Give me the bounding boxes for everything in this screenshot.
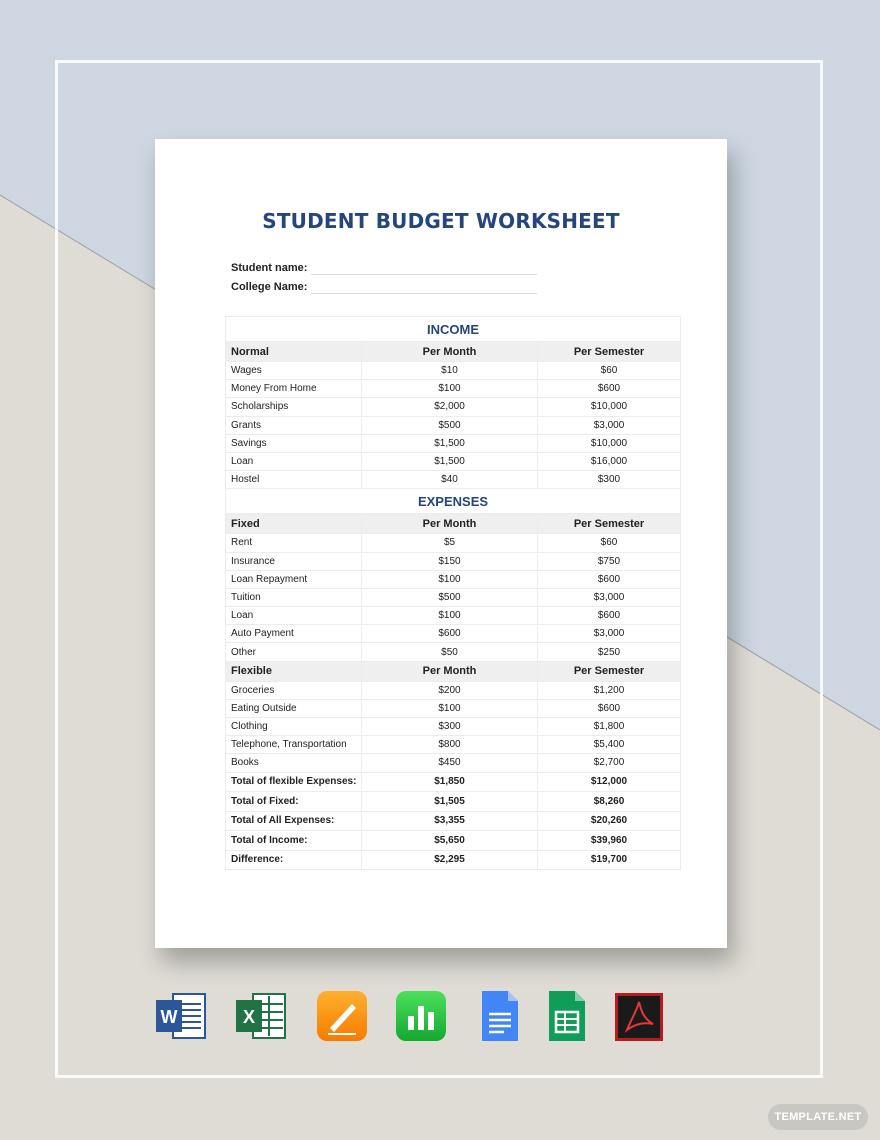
table-cell: $10,000 — [538, 398, 681, 416]
table-cell: $600 — [538, 380, 681, 398]
table-cell: $3,000 — [538, 625, 681, 643]
table-cell: Difference: — [226, 850, 362, 870]
table-cell: Total of All Expenses: — [226, 811, 362, 831]
fixed-header-row — [226, 514, 681, 534]
student-name-label: Student name: — [231, 262, 308, 274]
table-cell: Flexible — [226, 661, 362, 681]
table-cell: $2,700 — [538, 754, 681, 772]
table-cell: Money From Home — [226, 380, 362, 398]
table-cell: Savings — [226, 434, 362, 452]
student-name-line — [311, 274, 537, 275]
table-row — [226, 681, 681, 699]
table-cell: $800 — [362, 736, 538, 754]
excel-icon[interactable] — [235, 990, 287, 1042]
table-cell: $3,000 — [538, 416, 681, 434]
svg-text:X: X — [242, 1007, 256, 1027]
table-cell: $100 — [362, 699, 538, 717]
table-row — [226, 416, 681, 434]
table-cell: $600 — [538, 607, 681, 625]
table-cell: $600 — [538, 570, 681, 588]
page-title: STUDENT BUDGET WORKSHEET — [262, 209, 620, 233]
table-row — [226, 570, 681, 588]
table-row — [226, 434, 681, 452]
table-cell: $5,650 — [362, 831, 538, 851]
table-cell: $50 — [362, 643, 538, 661]
table-cell: Per Month — [362, 661, 538, 681]
table-cell: $300 — [362, 718, 538, 736]
table-cell: $5,400 — [538, 736, 681, 754]
table-cell: Loan — [226, 607, 362, 625]
table-cell: Wages — [226, 362, 362, 380]
table-cell: Total of Fixed: — [226, 792, 362, 812]
table-row — [226, 534, 681, 552]
expenses-heading-title: EXPENSES — [226, 489, 681, 514]
table-cell: Per Month — [362, 342, 538, 362]
table-cell: Per Semester — [538, 661, 681, 681]
table-cell: $1,200 — [538, 681, 681, 699]
income-heading — [226, 317, 681, 342]
worksheet-page — [155, 139, 727, 948]
total-row — [226, 792, 681, 812]
table-cell: $40 — [362, 471, 538, 489]
college-name-label: College Name: — [231, 281, 308, 293]
table-row — [226, 607, 681, 625]
total-row — [226, 831, 681, 851]
table-cell: $100 — [362, 607, 538, 625]
college-name-field[interactable] — [231, 281, 311, 293]
table-cell: $19,700 — [538, 850, 681, 870]
google-docs-icon[interactable] — [474, 990, 526, 1042]
table-row — [226, 718, 681, 736]
college-name-line — [311, 293, 537, 294]
table-cell: Per Month — [362, 514, 538, 534]
format-icons — [0, 990, 880, 1044]
table-cell: $600 — [362, 625, 538, 643]
table-cell: $60 — [538, 362, 681, 380]
flexible-header-row — [226, 661, 681, 681]
table-cell: $100 — [362, 570, 538, 588]
table-cell: $200 — [362, 681, 538, 699]
table-cell: $10,000 — [538, 434, 681, 452]
table-cell: Insurance — [226, 552, 362, 570]
table-cell: $500 — [362, 588, 538, 606]
table-row — [226, 643, 681, 661]
table-cell: $500 — [362, 416, 538, 434]
table-cell: Books — [226, 754, 362, 772]
table-row — [226, 625, 681, 643]
table-cell: $300 — [538, 471, 681, 489]
table-cell: $1,850 — [362, 772, 538, 792]
table-cell: $5 — [362, 534, 538, 552]
table-cell: $16,000 — [538, 452, 681, 470]
table-row — [226, 398, 681, 416]
table-cell: Per Semester — [538, 342, 681, 362]
table-row — [226, 471, 681, 489]
table-cell: Grants — [226, 416, 362, 434]
total-row — [226, 772, 681, 792]
table-cell: $10 — [362, 362, 538, 380]
table-cell: $100 — [362, 380, 538, 398]
table-cell: $1,800 — [538, 718, 681, 736]
table-cell: Groceries — [226, 681, 362, 699]
table-cell: $3,355 — [362, 811, 538, 831]
table-cell: Hostel — [226, 471, 362, 489]
google-sheets-icon[interactable] — [541, 990, 593, 1042]
table-cell: $60 — [538, 534, 681, 552]
table-row — [226, 736, 681, 754]
table-row — [226, 754, 681, 772]
table-cell: Eating Outside — [226, 699, 362, 717]
table-row — [226, 380, 681, 398]
watermark-badge: TEMPLATE.NET — [768, 1104, 868, 1130]
table-row — [226, 362, 681, 380]
total-row — [226, 850, 681, 870]
table-cell: Other — [226, 643, 362, 661]
income-header-row — [226, 342, 681, 362]
table-cell: $1,500 — [362, 434, 538, 452]
table-cell: $1,505 — [362, 792, 538, 812]
table-cell: $600 — [538, 699, 681, 717]
table-row — [226, 699, 681, 717]
table-cell: Total of flexible Expenses: — [226, 772, 362, 792]
expenses-heading — [226, 489, 681, 514]
word-icon[interactable] — [155, 990, 207, 1042]
table-cell: Scholarships — [226, 398, 362, 416]
total-row — [226, 811, 681, 831]
pdf-icon[interactable] — [613, 990, 665, 1042]
table-cell: $20,260 — [538, 811, 681, 831]
table-cell: $3,000 — [538, 588, 681, 606]
table-cell: Clothing — [226, 718, 362, 736]
table-cell: $39,960 — [538, 831, 681, 851]
table-cell: Loan — [226, 452, 362, 470]
table-cell: $2,000 — [362, 398, 538, 416]
pages-icon[interactable] — [316, 990, 368, 1042]
table-cell: Per Semester — [538, 514, 681, 534]
table-cell: $450 — [362, 754, 538, 772]
student-name-field[interactable] — [231, 262, 311, 274]
table-cell: $250 — [538, 643, 681, 661]
table-row — [226, 452, 681, 470]
table-row — [226, 588, 681, 606]
table-cell: Fixed — [226, 514, 362, 534]
table-cell: Telephone, Transportation — [226, 736, 362, 754]
table-cell: Total of Income: — [226, 831, 362, 851]
table-row — [226, 552, 681, 570]
table-cell: Loan Repayment — [226, 570, 362, 588]
table-cell: $1,500 — [362, 452, 538, 470]
income-heading-title: INCOME — [226, 317, 681, 342]
table-cell: Tuition — [226, 588, 362, 606]
budget-table — [225, 316, 681, 870]
table-cell: Auto Payment — [226, 625, 362, 643]
table-cell: $8,260 — [538, 792, 681, 812]
table-cell: $750 — [538, 552, 681, 570]
table-cell: $150 — [362, 552, 538, 570]
table-cell: Rent — [226, 534, 362, 552]
numbers-icon[interactable] — [395, 990, 447, 1042]
svg-text:W: W — [160, 1007, 178, 1027]
table-cell: Normal — [226, 342, 362, 362]
table-cell: $12,000 — [538, 772, 681, 792]
table-cell: $2,295 — [362, 850, 538, 870]
